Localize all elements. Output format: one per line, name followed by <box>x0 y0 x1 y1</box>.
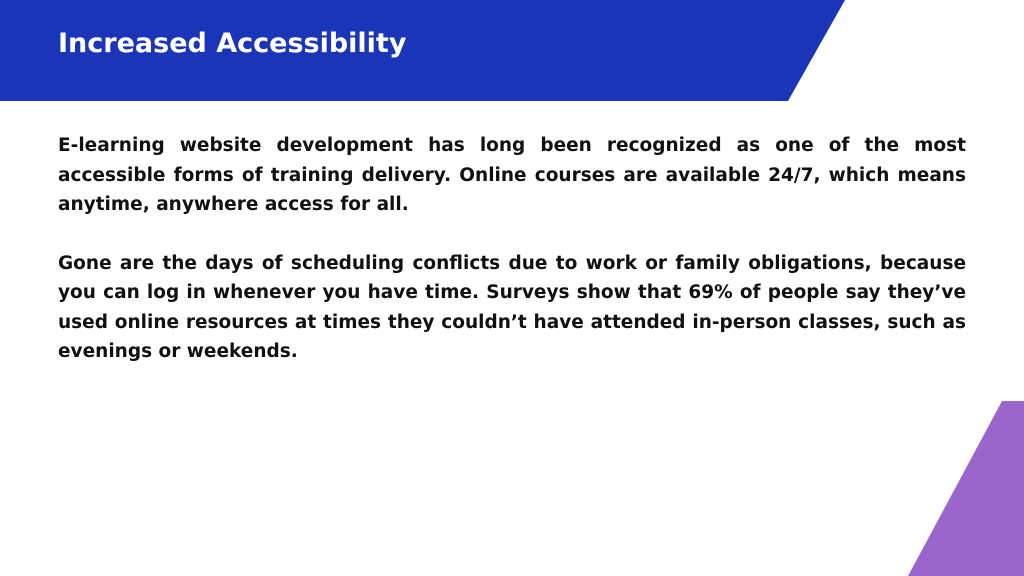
body-paragraph-2: Gone are the days of scheduling conflicts due to work or family obligations, because you can log in whenever you have time. Surveys show that 69% of people say they’ve used online resources at times they couldn’t have attended in-person classes, such as evenings or weekends. <box>58 252 966 362</box>
corner-accent <box>908 401 1024 576</box>
slide-title: Increased Accessibility <box>58 28 407 59</box>
corner-accent-polygon <box>908 401 1024 576</box>
corner-accent-shape <box>908 401 1024 576</box>
slide-content <box>58 131 966 367</box>
body-paragraph-1: E-learning website development has long been recognized as one of the most accessible forms of training delivery. Online courses are available 24/7, which means anytime, anywhere access for all. <box>58 135 966 215</box>
